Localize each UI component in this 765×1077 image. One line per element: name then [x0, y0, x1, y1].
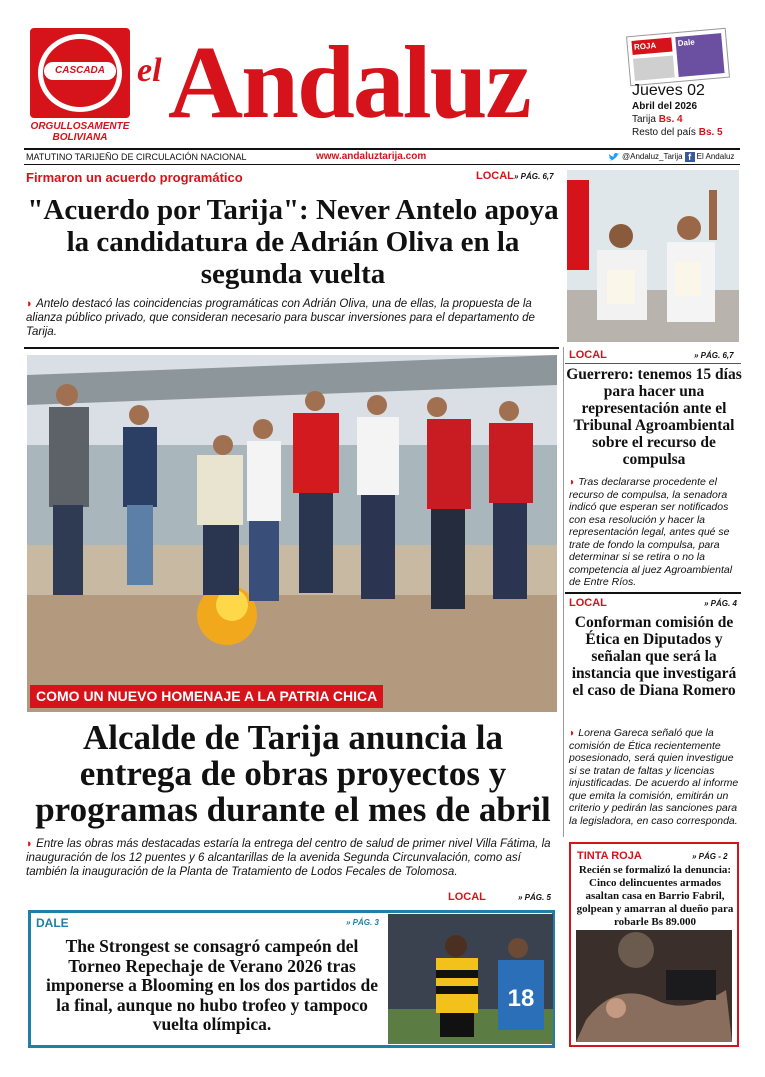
bullet-icon: ◗ — [26, 838, 37, 850]
dale-headline[interactable]: The Strongest se consagró campeón del Torneo Repechaje de Verano 2026 tras imponerse a Blooming en los dos partidos de la final, aunque no hubo trofeo y tampoco vuelta olímpica. — [45, 936, 379, 1034]
price-tarija-label: Tarija — [632, 114, 656, 125]
main-banner: COMO UN NUEVO HOMENAJE A LA PATRIA CHICA — [30, 685, 383, 708]
lead-photo — [567, 170, 739, 342]
tinta-headline[interactable]: Recién se formalizó la denuncia: Cinco delincuentes armados asaltan casa en Barrio Fabril, golpean y amarran al dueño para robarle Bs 89.000 — [576, 864, 734, 928]
issue-day: Jueves 02 — [632, 82, 705, 99]
jersey-number: 18 — [507, 985, 535, 1012]
right2-summary-text: Lorena Gareca señaló que la comisión de Ética recientemente posesionado, será quien investigue si se tratan de faltas y licencias injustificadas. De acuerdo al informe que emita la comisión, emitirán un criterio y pedirán las sanciones para la legisladora, en caso corresponda. — [569, 727, 739, 827]
main-summary — [26, 837, 560, 879]
price-rest-value: Bs. 5 — [698, 127, 723, 138]
dale-section: DALE — [36, 916, 69, 930]
right2-summary — [569, 727, 741, 827]
price-tarija — [632, 113, 752, 126]
tinta-page-ref: » PÁG - 2 — [692, 852, 728, 861]
right1-headline[interactable]: Guerrero: tenemos 15 días para hacer una representación ante el Tribunal Agroambiental sobre el recurso de compulsa — [566, 366, 742, 468]
main-photo-svg — [27, 355, 557, 712]
logo-text: CASCADA — [44, 62, 116, 80]
column-divider — [563, 347, 564, 837]
right1-summary-text: Tras declararse procedente el recurso de compulsa, la senadora indicó que esperan ser notificados con esa resolución y hacer la representación legal, antes qué se trate de fondo la compulsa, para determinar si se retira o no la competencia al juez Agroambiental de Entre Ríos. — [569, 476, 733, 588]
lead-photo-svg — [567, 170, 739, 342]
main-headline[interactable]: Alcalde de Tarija anuncia la entrega de obras proyectos y programas durante el mes de abril — [35, 718, 551, 829]
mini-cover-dale: Dale — [675, 33, 724, 77]
social-links — [608, 151, 738, 163]
right1-rule — [565, 363, 741, 364]
facebook-icon: f — [685, 152, 695, 162]
right2-headline[interactable]: Conforman comisión de Ética en Diputados y señalan que será la instancia que investigará el caso de Diana Romero — [571, 614, 737, 699]
bullet-icon: ◗ — [569, 476, 579, 488]
lead-summary — [26, 297, 560, 339]
title-prefix: el — [137, 52, 162, 89]
dale-page-ref: » PÁG. 3 — [346, 918, 379, 927]
bullet-icon: ◗ — [26, 298, 37, 310]
bullet-icon: ◗ — [569, 727, 579, 739]
strip-rule — [24, 164, 740, 165]
lead-kicker: Firmaron un acuerdo programático — [26, 170, 243, 185]
right2-top-rule — [565, 592, 741, 594]
price-rest — [632, 126, 752, 139]
main-summary-text: Entre las obras más destacadas estaría la entrega del centro de salud de primer nivel Villa Fátima, la inauguración de los 12 puentes y 6 alcantarillas de la avenida Segunda Circunvalación, como así también la inauguración de la Planta de Tratamiento de Lodos Fecales de Tolomosa. — [26, 838, 551, 878]
twitter-icon — [608, 152, 620, 162]
issue-month-year: Abril del 2026 — [632, 101, 698, 112]
section-rule — [24, 347, 559, 349]
main-photo — [27, 355, 557, 712]
right1-page-ref: » PÁG. 6,7 — [694, 351, 734, 360]
right1-summary — [569, 476, 741, 589]
tinta-photo-svg — [576, 930, 732, 1042]
mini-cover-roja: ROJA — [631, 38, 672, 55]
main-section: LOCAL — [448, 891, 486, 903]
mini-cover-photo — [633, 55, 675, 80]
right1-section: LOCAL — [569, 349, 607, 361]
tinta-photo — [576, 930, 732, 1042]
tinta-section: TINTA ROJA — [577, 850, 642, 862]
masthead-rule — [24, 148, 740, 150]
right2-section: LOCAL — [569, 597, 607, 609]
right2-page-ref: » PÁG. 4 — [704, 599, 737, 608]
lead-page-ref: » PÁG. 6,7 — [514, 172, 554, 181]
price-tarija-value: Bs. 4 — [658, 114, 683, 125]
lead-summary-text: Antelo destacó las coincidencias programáticas con Adrián Oliva, una de ellas, la propuesta de la alianza público privado, que consideran necesario para buscar inversiones para el departamento de Tarija. — [26, 298, 535, 338]
tagline: MATUTINO TARIJEÑO DE CIRCULACIÓN NACIONAL — [26, 152, 247, 162]
facebook-handle[interactable]: El Andaluz — [696, 152, 735, 161]
price-rest-label: Resto del país — [632, 127, 696, 138]
lead-section: LOCAL — [476, 170, 514, 182]
newspaper-title: Andaluz — [168, 25, 530, 140]
date-box — [632, 82, 752, 139]
main-page-ref: » PÁG. 5 — [518, 893, 551, 902]
mini-cover-thumbnail — [626, 28, 730, 87]
website-link[interactable]: www.andaluztarija.com — [316, 151, 427, 162]
logo-slogan: ORGULLOSAMENTE BOLIVIANA — [30, 121, 130, 143]
dale-photo — [388, 914, 553, 1044]
dale-photo-svg — [388, 914, 553, 1044]
lead-headline[interactable]: "Acuerdo por Tarija": Never Antelo apoya la candidatura de Adrián Oliva en la segunda vuelta — [27, 194, 559, 290]
twitter-handle[interactable]: @Andaluz_Tarija — [622, 152, 683, 161]
